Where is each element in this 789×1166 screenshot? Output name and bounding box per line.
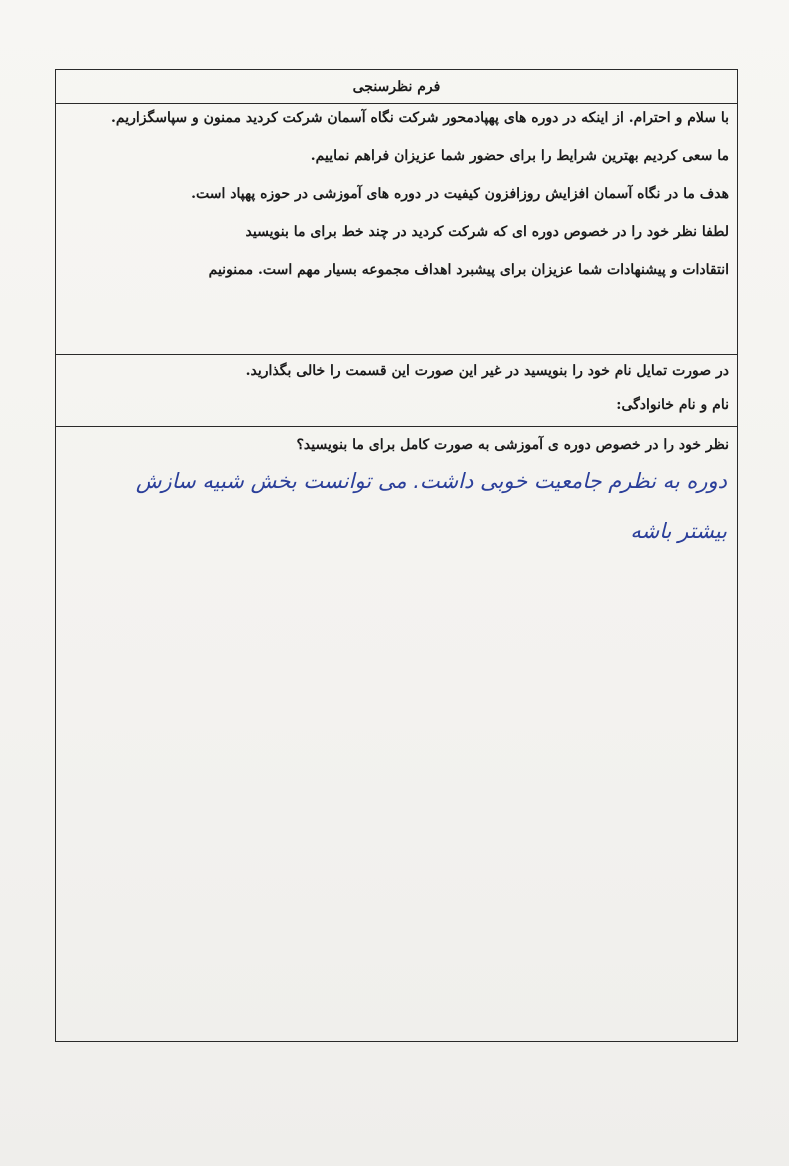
intro-section (56, 104, 737, 355)
form-title: فرم نظرسنجی (352, 79, 441, 95)
form-title-row (56, 70, 737, 104)
intro-line-3: هدف ما در نگاه آسمان افزایش روزافزون کیفیت در دوره های آموزشی در حوزه پهپاد است. (191, 186, 729, 202)
comment-question: نظر خود را در خصوص دوره ی آموزشی به صورت کامل برای ما بنویسید؟ (296, 437, 729, 453)
intro-line-4: لطفا نظر خود را در خصوص دوره ای که شرکت کردید در چند خط برای ما بنویسید (245, 224, 729, 240)
name-instruction: در صورت تمایل نام خود را بنویسید در غیر این صورت این قسمت را خالی بگذارید. (245, 363, 729, 379)
comment-section (56, 427, 737, 1041)
name-label: نام و نام خانوادگی: (616, 397, 729, 413)
handwritten-comment-line-1: دوره به نظرم جامعیت خوبی داشت. می توانست بخش شبیه سازش (135, 469, 727, 493)
intro-line-5: انتقادات و پیشنهادات شما عزیزان برای پیشبرد اهداف مجموعه بسیار مهم است. ممنونیم (208, 262, 729, 278)
survey-form (55, 69, 738, 1042)
intro-line-2: ما سعی کردیم بهترین شرایط را برای حضور شما عزیزان فراهم نماییم. (310, 148, 729, 164)
name-section (56, 355, 737, 427)
intro-line-1: با سلام و احترام. از اینکه در دوره های پهپادمحور شرکت نگاه آسمان شرکت کردید ممنون و سپاسگزاریم. (111, 110, 729, 126)
handwritten-comment-line-2: بیشتر باشه (630, 519, 727, 543)
